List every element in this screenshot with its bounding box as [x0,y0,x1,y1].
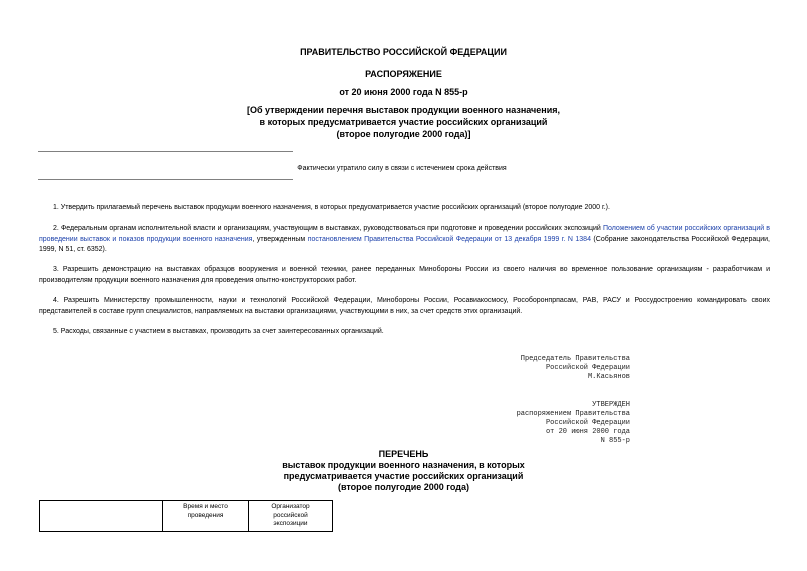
approval-line-1: УТВЕРЖДЕН [592,401,630,409]
paragraph-3 [39,265,770,286]
regulation-link[interactable]: Положением об участии российских организаций в проведении выставок и показов продукции военного назначения [39,225,770,243]
government-name: ПРАВИТЕЛЬСТВО РОССИЙСКОЙ ФЕДЕРАЦИИ [300,47,507,57]
signature-line-2: Российской Федерации [545,364,630,372]
exhibitions-table [39,500,333,532]
document-title [0,104,807,140]
paragraph-5-text: 5. Расходы, связанные с участием в выставках, производить за счет заинтересованных организаций. [53,328,384,335]
document-header [0,46,807,58]
list-title-line-2: выставок продукции военного назначения, в которых [282,460,525,470]
organizer-line-3: экспозиции [273,520,308,527]
time-place-line-1: Время и место [183,503,228,510]
list-title-line-3: предусматривается участие российских организаций [283,471,524,481]
approval-line-2: распоряжением Правительства [516,410,630,418]
approval-line-5: N 855-р [600,437,630,445]
paragraph-2-text-b: , утвержденным [252,235,308,243]
paragraph-4 [39,296,770,317]
signature-line-3: М.Касьянов [587,373,630,381]
paragraph-1-text: 1. Утвердить прилагаемый перечень выставок продукции военного назначения, в которых предусматривается участие российских организаций (второе полугодие 2000 г.). [53,204,610,211]
paragraph-2 [39,224,770,256]
approval-line-4: от 20 июня 2000 года [545,428,630,436]
paragraph-3-text: 3. Разрешить демонстрацию на выставках образцов вооружения и военной техники, ранее переданных Минобороны России из своего наличия во временное пользование организациям - разработчикам и производителям продукции военного назначения для проведения опытно-конструкторских работ. [39,266,770,284]
date-number-block [0,86,807,98]
paragraph-2-text-a: 2. Федеральным органам исполнительной власти и организациям, участвующим в выставках, руководствоваться при подготовке и проведении российских экспозиций [53,225,603,232]
signature-block [430,355,630,382]
title-line-1: [Об утверждении перечня выставок продукции военного назначения, [246,105,561,115]
table-header-time-place [163,501,249,532]
table-header-row [40,501,333,532]
title-line-3: (второе полугодие 2000 года)] [336,129,471,139]
table-header-exhibition [40,501,163,532]
decree-link[interactable]: постановлением Правительства Российской Федерации от 13 декабря 1999 г. N 1384 [307,235,591,243]
approval-line-3: Российской Федерации [545,419,630,427]
paragraph-1 [39,203,770,214]
title-line-2: в которых предусматривается участие российских организаций [259,117,548,127]
signature-line-1: Председатель Правительства [520,355,630,363]
doc-type: РАСПОРЯЖЕНИЕ [365,69,442,79]
doc-type-block [0,68,807,80]
paragraph-2-text-c: (Собрание законодательства Российской Федерации, 1999, N 51, ст. 6352). [39,235,770,253]
table-header-organizer [249,501,333,532]
paragraph-5 [39,327,770,338]
list-title-line-4: (второе полугодие 2000 года) [337,482,470,492]
divider-bottom [38,179,293,180]
list-title-line-1: ПЕРЕЧЕНЬ [378,449,429,459]
time-place-line-2: проведения [187,511,224,519]
status-note: Фактически утратило силу в связи с истечением срока действия [297,165,507,172]
divider-top [38,151,293,152]
list-title [0,449,807,493]
organizer-line-1: Организатор [271,503,310,510]
approval-block [430,401,630,446]
date-number: от 20 июня 2000 года N 855-р [339,87,468,97]
paragraph-4-text: 4. Разрешить Министерству промышленности, науки и технологий Российской Федерации, Минобороны России, Росавиакосмосу, Рособоронпрпасам, РАВ, РАСУ и Россудостроению командировать своих представителей в составе групп специалистов, направляемых на выставки организациями, участвующими в них, за счет средств этих организаций. [39,297,770,315]
organizer-line-2: российской [273,511,308,519]
